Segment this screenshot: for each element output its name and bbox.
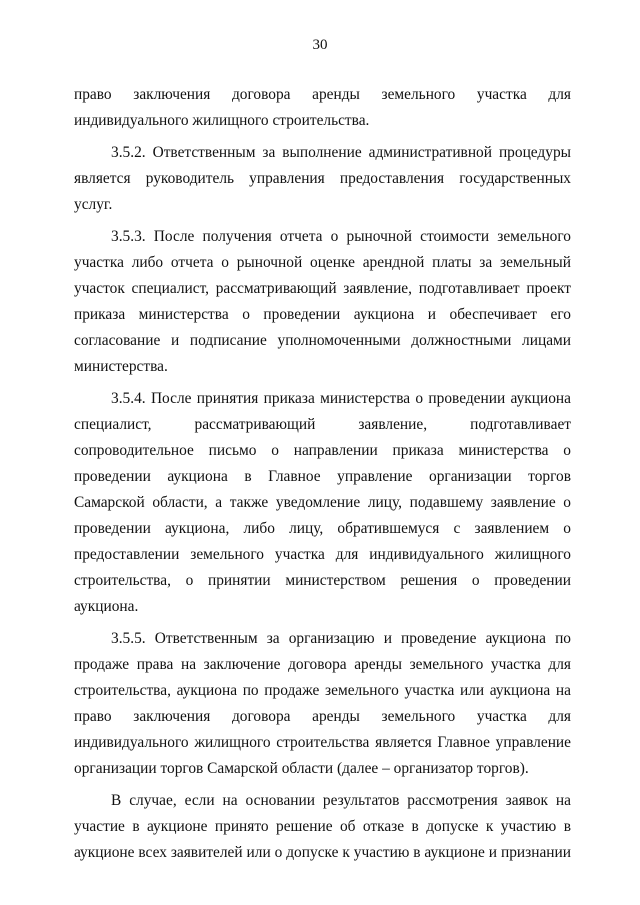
text-line: услуг.	[74, 196, 113, 213]
paragraph-3-5-2-line: 3.5.2. Ответственным за выполнение административной процедуры	[111, 144, 571, 161]
text-line: строительства, о принятии министерством решения о проведении	[74, 572, 571, 589]
text-line: проведении аукциона, либо лицу, обратившемуся с заявлением о	[74, 520, 571, 537]
text-line: согласование и подписание уполномоченными должностными лицами	[74, 332, 571, 349]
document-body	[74, 82, 571, 866]
text-line: индивидуального жилищного строительства.	[74, 112, 370, 129]
text-line: организации торгов Самарской области (далее – организатор торгов).	[74, 760, 529, 777]
paragraph-3-5-5-line: 3.5.5. Ответственным за организацию и проведение аукциона по	[111, 630, 571, 647]
text-line: продаже права на заключение договора аренды земельного участка для	[74, 656, 571, 673]
text-line: министерства.	[74, 358, 168, 375]
text-line: строительства, аукциона по продаже земельного участка или аукциона на	[74, 682, 571, 699]
paragraph-3-5-3-line: 3.5.3. После получения отчета о рыночной стоимости земельного	[111, 228, 571, 245]
text-line: аукционе всех заявителей или о допуске к участию в аукционе и признании	[74, 844, 571, 861]
paragraph-3-5-4-line: 3.5.4. После принятия приказа министерства о проведении аукциона	[111, 390, 571, 407]
text-line: участка либо отчета о рыночной оценке арендной платы за земельный	[74, 254, 571, 271]
text-line: индивидуального жилищного строительства является Главное управление	[74, 734, 571, 751]
text-line: предоставлении земельного участка для индивидуального жилищного	[74, 546, 571, 563]
text-line: Самарской области, а также уведомление лицу, подавшему заявление о	[74, 494, 571, 511]
text-line: проведении аукциона в Главное управление организации торгов	[74, 468, 571, 485]
text-line: участие в аукционе принято решение об отказе в допуске к участию в	[74, 818, 571, 835]
text-line: аукциона.	[74, 598, 139, 615]
text-line: приказа министерства о проведении аукциона и обеспечивает его	[74, 306, 571, 323]
text-line: является руководитель управления предоставления государственных	[74, 170, 571, 187]
text-line: участок специалист, рассматривающий заявление, подготавливает проект	[74, 280, 571, 297]
text-line: право заключения договора аренды земельного участка для	[74, 86, 571, 103]
paragraph-case-line: В случае, если на основании результатов рассмотрения заявок на	[111, 792, 571, 809]
text-line: специалист, рассматривающий заявление, подготавливает	[74, 416, 571, 433]
text-line: право заключения договора аренды земельного участка для	[74, 708, 571, 725]
text-line: сопроводительное письмо о направлении приказа министерства о	[74, 442, 571, 459]
page-number: 30	[312, 37, 328, 53]
